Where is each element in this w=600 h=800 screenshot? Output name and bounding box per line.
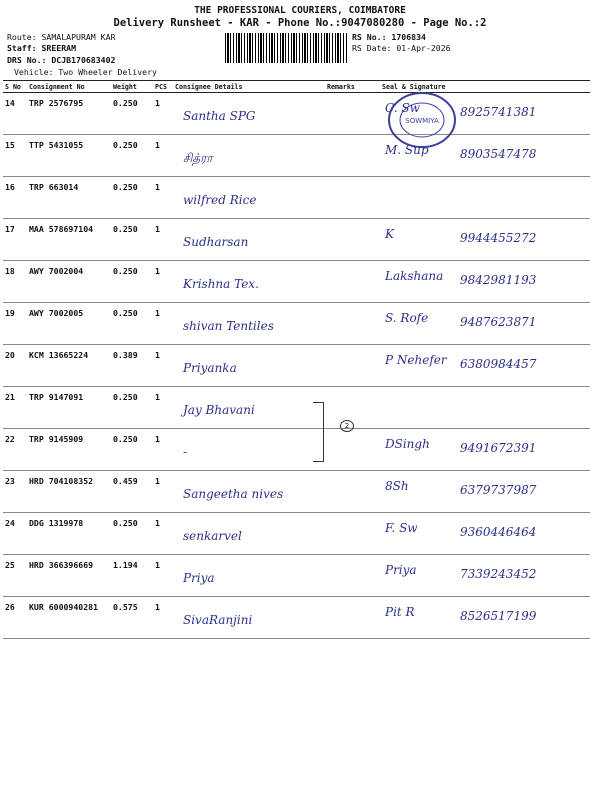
- row-remarks: [325, 177, 380, 219]
- row-consignment: TRP 9145909: [27, 429, 111, 471]
- stamp-text: SOWMIYA: [405, 117, 439, 125]
- column-header: Consignment No: [27, 81, 111, 93]
- row-remarks: [325, 429, 380, 471]
- consignee-name: Sudharsan: [183, 235, 249, 249]
- row-remarks: [325, 135, 380, 177]
- row-sno: 25: [3, 555, 27, 597]
- consignee-name: senkarvel: [183, 529, 242, 543]
- row-signature: [380, 387, 590, 429]
- row-signature: [380, 471, 590, 513]
- row-pcs: 1: [153, 345, 173, 387]
- row-weight: 0.250: [111, 429, 153, 471]
- row-signature: [380, 555, 590, 597]
- company-title: THE PROFESSIONAL COURIERS, COIMBATORE: [194, 5, 406, 16]
- row-consignee: [173, 429, 325, 471]
- row-sno: 17: [3, 219, 27, 261]
- table-row: [3, 177, 590, 219]
- signature-mark: DSingh: [385, 437, 430, 451]
- consignee-name: Santha SPG: [183, 109, 256, 123]
- column-header: Seal & Signature: [380, 81, 590, 93]
- row-remarks: [325, 303, 380, 345]
- row-consignee: [173, 261, 325, 303]
- column-header: S No: [3, 81, 27, 93]
- row-consignment: MAA 578697104: [27, 219, 111, 261]
- signature-mark: Pit R: [385, 605, 415, 619]
- row-signature: [380, 177, 590, 219]
- row-pcs: 1: [153, 93, 173, 135]
- row-sno: 23: [3, 471, 27, 513]
- row-weight: 0.250: [111, 261, 153, 303]
- drs-label: DRS No.: DCJB170683402: [7, 55, 116, 65]
- row-consignee: [173, 471, 325, 513]
- row-pcs: 1: [153, 177, 173, 219]
- row-sno: 24: [3, 513, 27, 555]
- row-consignment: HRD 704108352: [27, 471, 111, 513]
- row-consignment: DDG 1319978: [27, 513, 111, 555]
- row-sno: 26: [3, 597, 27, 639]
- table-header-row: [3, 81, 590, 93]
- row-sno: 20: [3, 345, 27, 387]
- row-consignment: TRP 9147091: [27, 387, 111, 429]
- row-sno: 19: [3, 303, 27, 345]
- table-row: [3, 345, 590, 387]
- row-pcs: 1: [153, 261, 173, 303]
- row-consignee: [173, 387, 325, 429]
- row-pcs: 1: [153, 135, 173, 177]
- signature-phone: 7339243452: [460, 567, 537, 581]
- staff-label: Staff: SREERAM: [7, 43, 77, 53]
- table-row: [3, 597, 590, 639]
- row-pcs: 1: [153, 219, 173, 261]
- row-consignee: [173, 93, 325, 135]
- column-header: Consignee Details: [173, 81, 325, 93]
- consignee-name: Sangeetha nives: [183, 487, 284, 501]
- signature-mark: K: [385, 227, 394, 241]
- row-weight: 0.250: [111, 387, 153, 429]
- row-signature: [380, 219, 590, 261]
- row-weight: 0.389: [111, 345, 153, 387]
- consignee-name: சித்ரா: [183, 151, 213, 165]
- row-weight: 0.250: [111, 303, 153, 345]
- row-consignment: AWY 7002005: [27, 303, 111, 345]
- row-consignment: KUR 6000940281: [27, 597, 111, 639]
- barcode: [225, 33, 347, 63]
- signature-phone: 9491672391: [460, 441, 537, 455]
- signature-mark: C. Sw: [385, 101, 420, 115]
- row-pcs: 1: [153, 513, 173, 555]
- row-consignment: TRP 663014: [27, 177, 111, 219]
- signature-phone: 9487623871: [460, 315, 537, 329]
- signature-phone: 9842981193: [460, 273, 537, 287]
- column-header: PCS: [153, 81, 173, 93]
- table-row: [3, 471, 590, 513]
- consignee-name: Priya: [183, 571, 215, 585]
- row-weight: 0.250: [111, 513, 153, 555]
- row-pcs: 1: [153, 387, 173, 429]
- row-remarks: [325, 219, 380, 261]
- row-weight: 0.250: [111, 93, 153, 135]
- row-signature: [380, 261, 590, 303]
- table-row: [3, 261, 590, 303]
- remarks-bracket: [313, 402, 324, 462]
- table-row: [3, 429, 590, 471]
- row-signature: [380, 345, 590, 387]
- table-row: [3, 555, 590, 597]
- rs-date-label: RS Date: 01-Apr-2026: [352, 43, 451, 53]
- signature-phone: 6379737987: [460, 483, 537, 497]
- signature-mark: F. Sw: [385, 521, 418, 535]
- row-consignee: [173, 513, 325, 555]
- signature-mark: 8Sh: [385, 479, 409, 493]
- row-remarks: [325, 93, 380, 135]
- row-consignee: [173, 597, 325, 639]
- row-pcs: 1: [153, 555, 173, 597]
- row-consignee: [173, 219, 325, 261]
- row-consignee: [173, 345, 325, 387]
- route-label: Route: SAMALAPURAM KAR: [7, 32, 116, 42]
- row-remarks: [325, 555, 380, 597]
- table-row: [3, 303, 590, 345]
- seal-stamp: [382, 90, 462, 150]
- signature-phone: 9944455272: [460, 231, 537, 245]
- consignee-name: Jay Bhavani: [183, 403, 255, 417]
- row-sno: 16: [3, 177, 27, 219]
- consignee-name: shivan Tentiles: [183, 319, 274, 333]
- consignee-name: SivaRanjini: [183, 613, 253, 627]
- row-weight: 0.250: [111, 219, 153, 261]
- table-row: [3, 93, 590, 135]
- column-header: Weight: [111, 81, 153, 93]
- table-row: [3, 387, 590, 429]
- row-consignee: [173, 555, 325, 597]
- row-consignee: [173, 177, 325, 219]
- row-consignee: [173, 303, 325, 345]
- row-remarks: [325, 345, 380, 387]
- row-weight: 0.250: [111, 135, 153, 177]
- row-consignment: TTP 5431055: [27, 135, 111, 177]
- row-consignment: HRD 366396669: [27, 555, 111, 597]
- consignee-name: -: [183, 445, 188, 459]
- column-header: Remarks: [325, 81, 380, 93]
- row-weight: 0.250: [111, 177, 153, 219]
- row-sno: 15: [3, 135, 27, 177]
- row-consignee: [173, 135, 325, 177]
- table-row: [3, 135, 590, 177]
- row-pcs: 1: [153, 303, 173, 345]
- signature-phone: 6380984457: [460, 357, 537, 371]
- rs-no-label: RS No.: 1706834: [352, 32, 426, 42]
- row-sno: 21: [3, 387, 27, 429]
- remarks-circle-mark: 2: [340, 420, 354, 432]
- row-weight: 1.194: [111, 555, 153, 597]
- signature-mark: S. Rofe: [385, 311, 429, 325]
- row-sno: 18: [3, 261, 27, 303]
- row-weight: 0.575: [111, 597, 153, 639]
- table-row: [3, 219, 590, 261]
- row-pcs: 1: [153, 429, 173, 471]
- signature-mark: Priya: [385, 563, 417, 577]
- signature-phone: 8526517199: [460, 609, 537, 623]
- signature-phone: 9360446464: [460, 525, 537, 539]
- vehicle-label: Vehicle: Two Wheeler Delivery: [14, 67, 157, 77]
- row-consignment: AWY 7002004: [27, 261, 111, 303]
- signature-phone: 8925741381: [460, 105, 537, 119]
- signature-mark: M. Sup: [385, 143, 429, 157]
- consignee-name: Krishna Tex.: [183, 277, 259, 291]
- table-row: [3, 513, 590, 555]
- row-signature: [380, 429, 590, 471]
- runsheet-table: [3, 80, 590, 639]
- row-remarks: [325, 513, 380, 555]
- row-remarks: [325, 597, 380, 639]
- row-sno: 22: [3, 429, 27, 471]
- row-signature: [380, 597, 590, 639]
- signature-mark: Lakshana: [385, 269, 444, 283]
- signature-phone: 8903547478: [460, 147, 537, 161]
- row-remarks: [325, 471, 380, 513]
- consignee-name: Priyanka: [183, 361, 237, 375]
- row-consignment: TRP 2576795: [27, 93, 111, 135]
- row-consignment: KCM 13665224: [27, 345, 111, 387]
- row-signature: [380, 303, 590, 345]
- signature-mark: P Nehefer: [385, 353, 447, 367]
- row-remarks: [325, 261, 380, 303]
- row-weight: 0.459: [111, 471, 153, 513]
- consignee-name: wilfred Rice: [183, 193, 257, 207]
- sheet-subtitle: Delivery Runsheet - KAR - Phone No.:9047080280 - Page No.:2: [113, 17, 487, 29]
- row-pcs: 1: [153, 597, 173, 639]
- row-sno: 14: [3, 93, 27, 135]
- row-pcs: 1: [153, 471, 173, 513]
- row-signature: [380, 513, 590, 555]
